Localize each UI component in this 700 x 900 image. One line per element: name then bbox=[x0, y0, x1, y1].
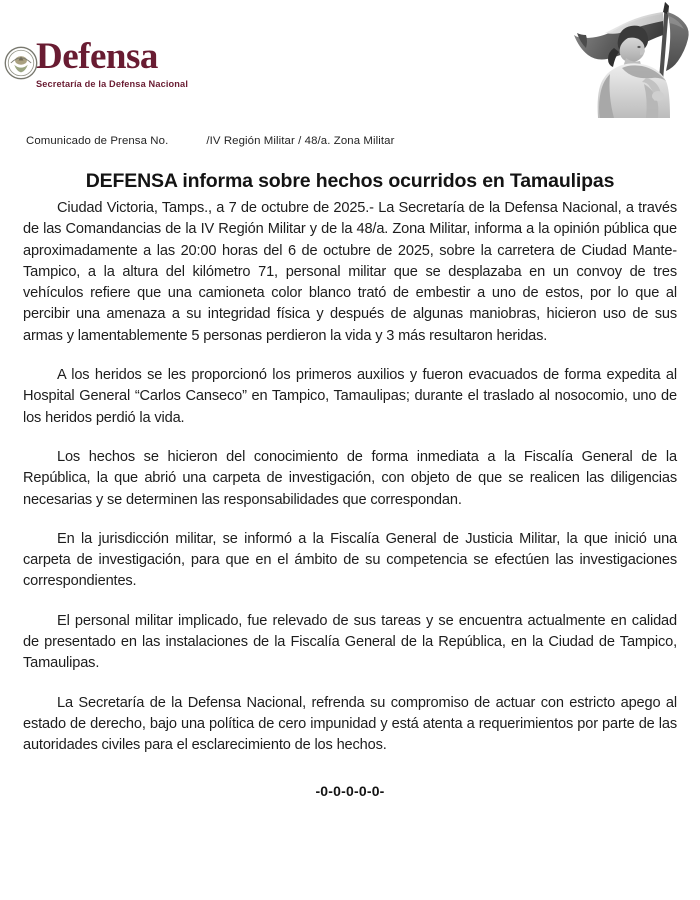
paragraph: Los hechos se hicieron del conocimiento de forma inmediata a la Fiscalía General de la República, la que abrió una carpeta de investigación, con objeto de que se realicen las diligencias necesarias y se determinen las responsabilidades que correspondan. bbox=[23, 448, 677, 508]
body-copy bbox=[23, 198, 677, 799]
paragraph: En la jurisdicción militar, se informó a la Fiscalía General de Justicia Militar, la que inició una carpeta de investigación, para que en el ámbito de su competencia se efectúen las investigaciones correspondientes. bbox=[23, 530, 677, 590]
brand-title: Defensa bbox=[36, 36, 158, 77]
press-release-meta-line bbox=[26, 135, 678, 147]
brand-subtitle: Secretaría de la Defensa Nacional bbox=[36, 78, 189, 89]
paragraph: El personal militar implicado, fue relevado de sus tareas y se encuentra actualmente en calidad de presentado en las instalaciones de la Fiscalía General de la República, en la Ciudad de Tampico, Tamaulipas. bbox=[23, 612, 677, 672]
paragraph: Ciudad Victoria, Tamps., a 7 de octubre de 2025.- La Secretaría de la Defensa Nacional, a través de las Comandancias de la IV Región Militar y de la 48/a. Zona Militar, informa a la opinión pública que aproximadamente a las 20:00 horas del 6 de octubre de 2025, sobre la carretera de Ciudad Mante-Tampico, a la altura del kilómetro 71, personal militar que se desplazaba en un convoy de tres vehículos refiere que una camioneta color blanco trató de embestir a uno de estos, por lo que al percibir una amenaza a su integridad física y después de algunas maniobras, hicieron uso de sus armas y lamentablemente 5 personas perdieron la vida y 3 más resultaron heridas. bbox=[23, 200, 677, 344]
comunicado-label: Comunicado de Prensa No. bbox=[26, 135, 169, 147]
defensa-logo bbox=[18, 38, 188, 89]
military-region-reference: /IV Región Militar / 48/a. Zona Militar bbox=[206, 135, 395, 147]
paragraph: A los heridos se les proporcionó los primeros auxilios y fueron evacuados de forma expedita al Hospital General “Carlos Canseco” en Tampico, Tamaulipas; durante el traslado al nosocomio, uno de los heridos perdió la vida. bbox=[23, 367, 677, 426]
page-title: DEFENSA informa sobre hechos ocurridos en Tamaulipas bbox=[85, 170, 615, 193]
flag-bearer-figure-image bbox=[570, 0, 690, 118]
closing-mark: -0-0-0-0-0- bbox=[315, 782, 385, 799]
masthead bbox=[0, 0, 700, 120]
national-seal-icon bbox=[4, 46, 38, 80]
paragraph: La Secretaría de la Defensa Nacional, refrenda su compromiso de actuar con estricto apego al estado de derecho, bajo una política de cero impunidad y está atenta a requerimientos por parte de las autoridades civiles para el esclarecimiento de los hechos. bbox=[23, 694, 677, 754]
brand-text-block bbox=[36, 38, 188, 89]
